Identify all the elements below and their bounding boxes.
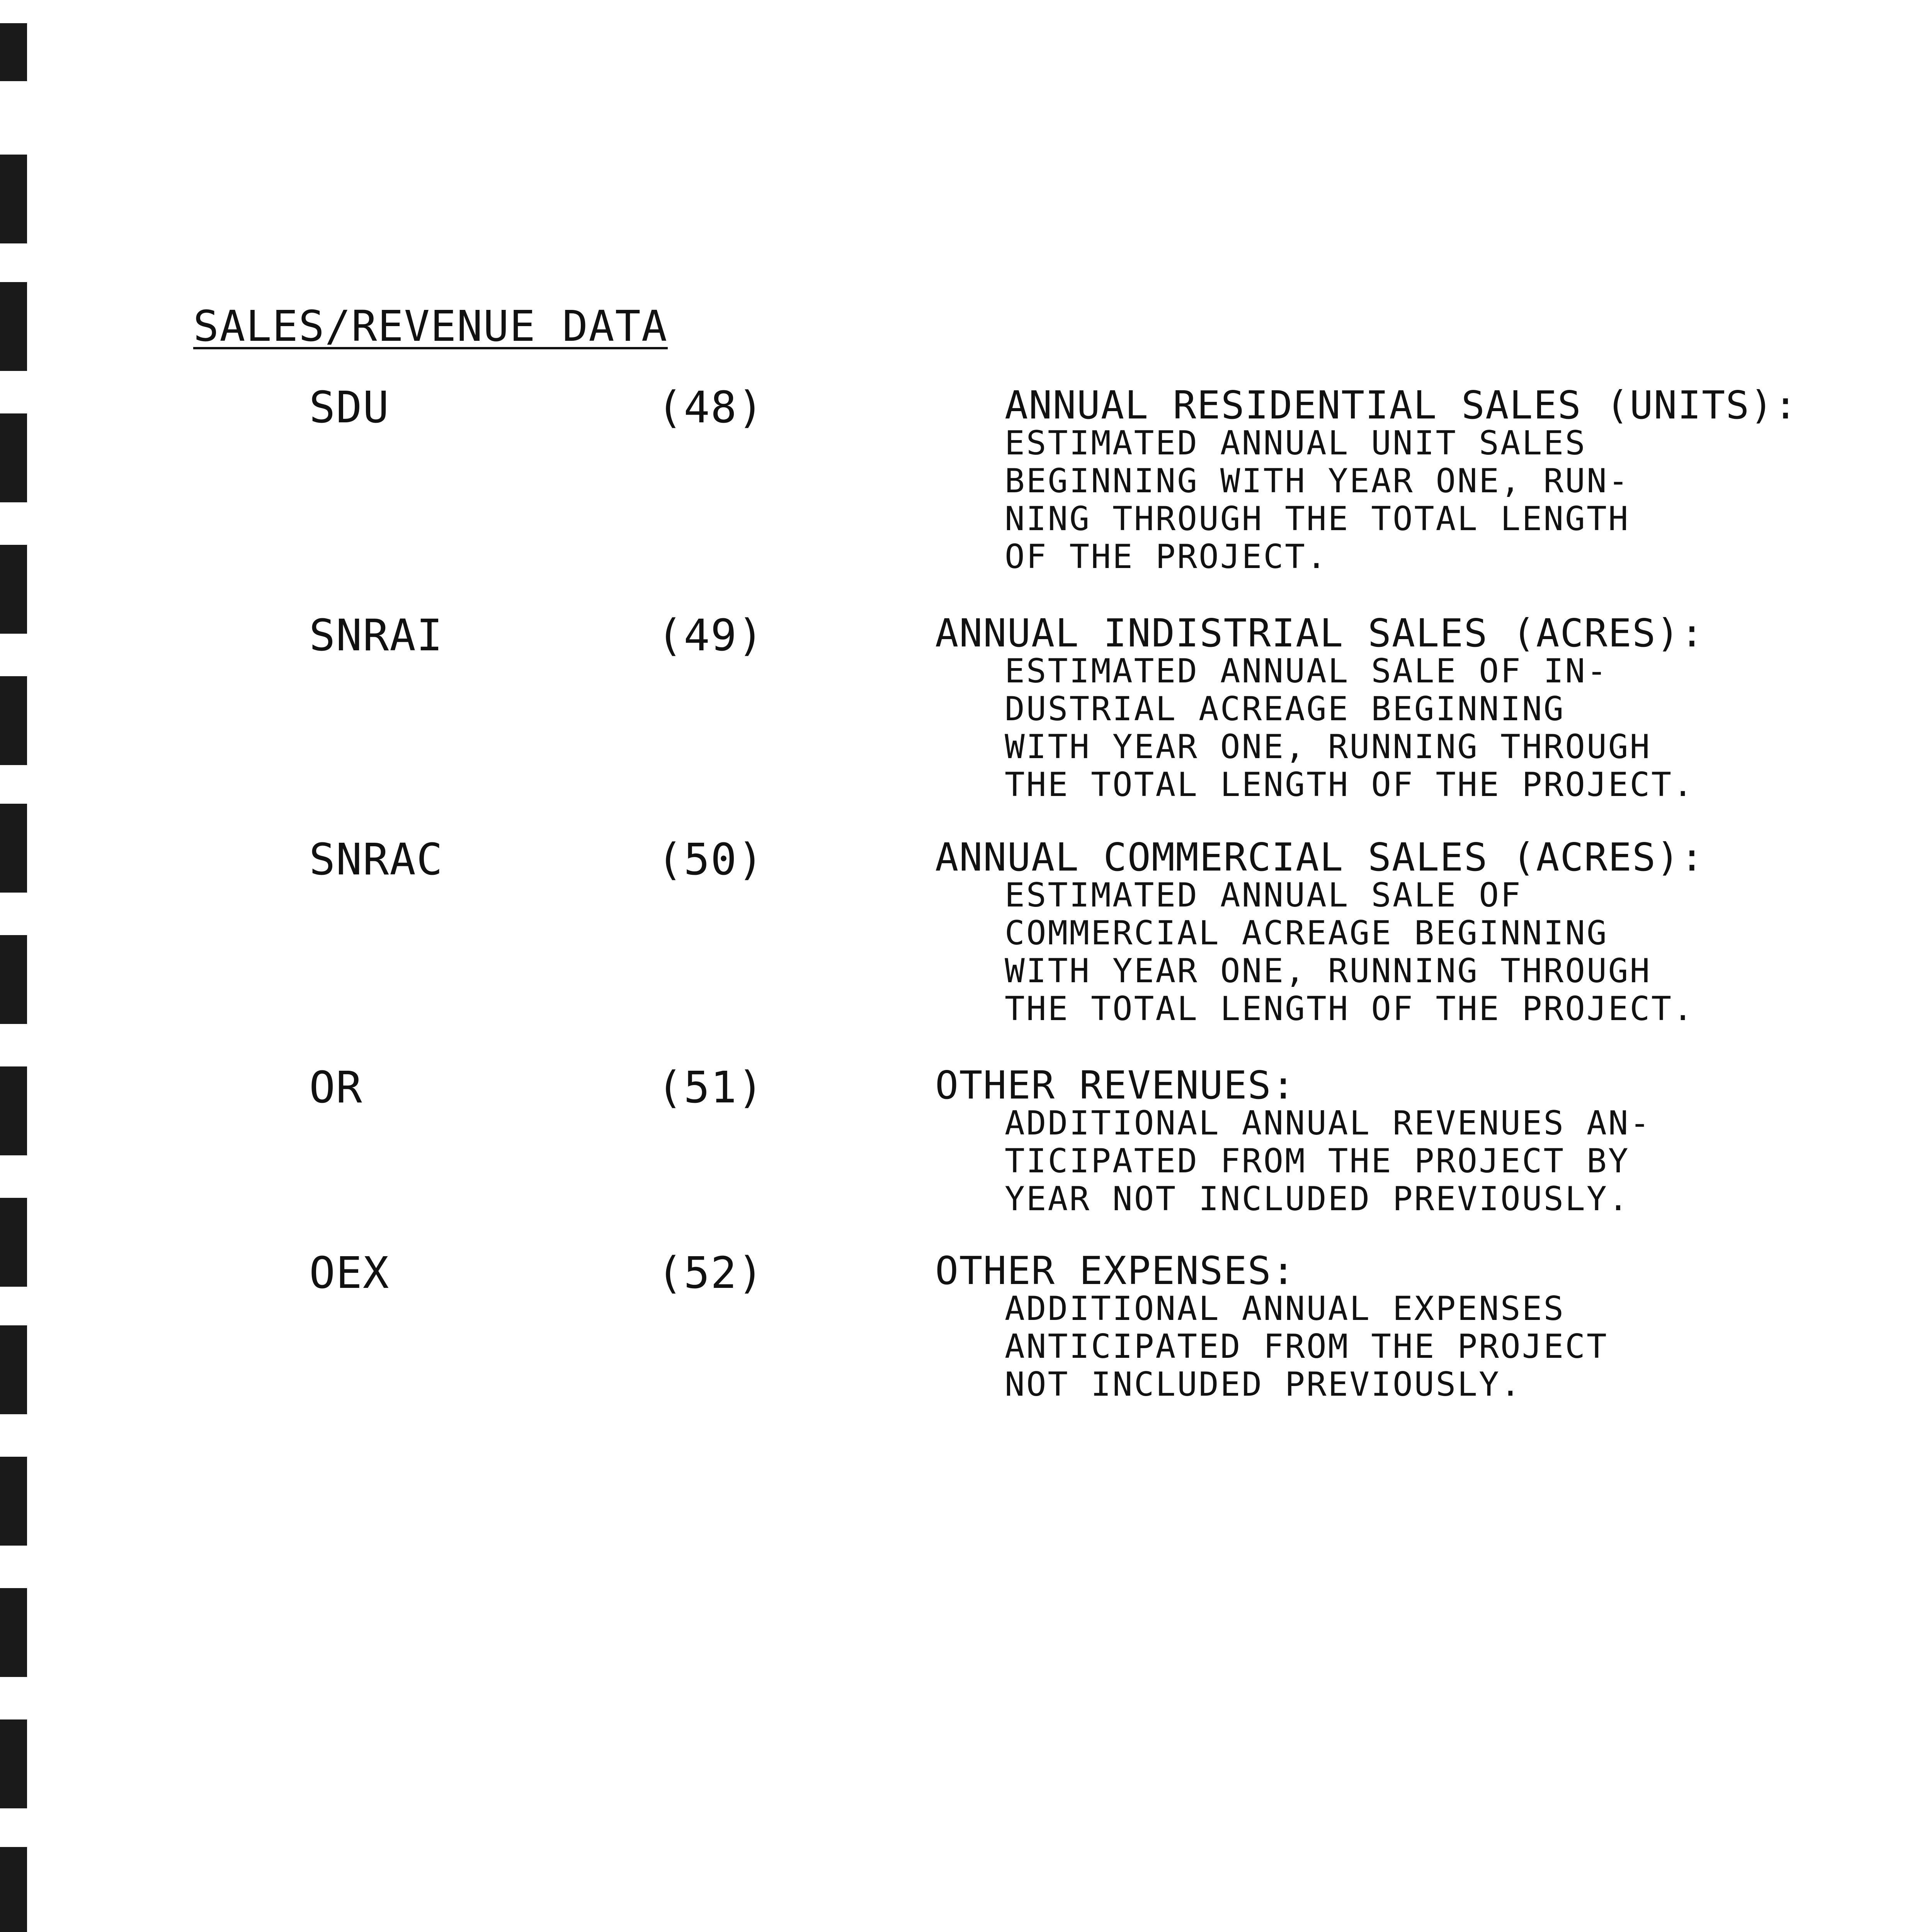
variable-number: (49)	[657, 611, 764, 661]
entry-title: ANNUAL INDISTRIAL SALES (ACRES):	[935, 611, 1704, 656]
entry-title: OTHER REVENUES:	[935, 1063, 1296, 1108]
binding-mark	[0, 1325, 27, 1414]
binding-mark	[0, 676, 27, 765]
binding-mark	[0, 804, 27, 893]
variable-number: (52)	[657, 1248, 764, 1298]
binding-mark	[0, 545, 27, 634]
variable-code: SNRAC	[309, 835, 444, 885]
variable-code: OR	[309, 1063, 363, 1113]
section-heading: SALES/REVENUE DATA	[193, 301, 668, 351]
entry-description: ADDITIONAL ANNUAL REVENUES AN- TICIPATED FROM THE PROJECT BY YEAR NOT INCLUDED PREVIOUSLY.	[1005, 1104, 1652, 1218]
entry-description: ESTIMATED ANNUAL SALE OF COMMERCIAL ACREAGE BEGINNING WITH YEAR ONE, RUNNING THROUGH THE TOTAL LENGTH OF THE PROJECT.	[1005, 876, 1694, 1028]
binding-mark	[0, 935, 27, 1024]
binding-mark	[0, 1066, 27, 1155]
binding-mark	[0, 413, 27, 502]
binding-mark	[0, 282, 27, 371]
binding-mark	[0, 155, 27, 243]
entry-description: ESTIMATED ANNUAL UNIT SALES BEGINNING WITH YEAR ONE, RUN- NING THROUGH THE TOTAL LENGTH OF THE PROJECT.	[1005, 424, 1630, 576]
variable-code: OEX	[309, 1248, 390, 1298]
binding-mark	[0, 1198, 27, 1287]
variable-number: (50)	[657, 835, 764, 885]
binding-edge	[0, 0, 43, 1932]
variable-number: (48)	[657, 383, 764, 433]
entry-title: OTHER EXPENSES:	[935, 1248, 1296, 1293]
variable-code: SNRAI	[309, 611, 444, 661]
binding-mark	[0, 1457, 27, 1546]
entry-title: ANNUAL RESIDENTIAL SALES (UNITS):	[1005, 383, 1798, 428]
variable-code: SDU	[309, 383, 390, 433]
variable-number: (51)	[657, 1063, 764, 1113]
entry-description: ADDITIONAL ANNUAL EXPENSES ANTICIPATED FROM THE PROJECT NOT INCLUDED PREVIOUSLY.	[1005, 1289, 1608, 1404]
binding-mark	[0, 23, 27, 81]
binding-mark	[0, 1847, 27, 1932]
binding-mark	[0, 1719, 27, 1808]
entry-title: ANNUAL COMMERCIAL SALES (ACRES):	[935, 835, 1704, 880]
entry-description: ESTIMATED ANNUAL SALE OF IN- DUSTRIAL ACREAGE BEGINNING WITH YEAR ONE, RUNNING THROUGH THE TOTAL LENGTH OF THE PROJECT.	[1005, 652, 1694, 804]
binding-mark	[0, 1588, 27, 1677]
